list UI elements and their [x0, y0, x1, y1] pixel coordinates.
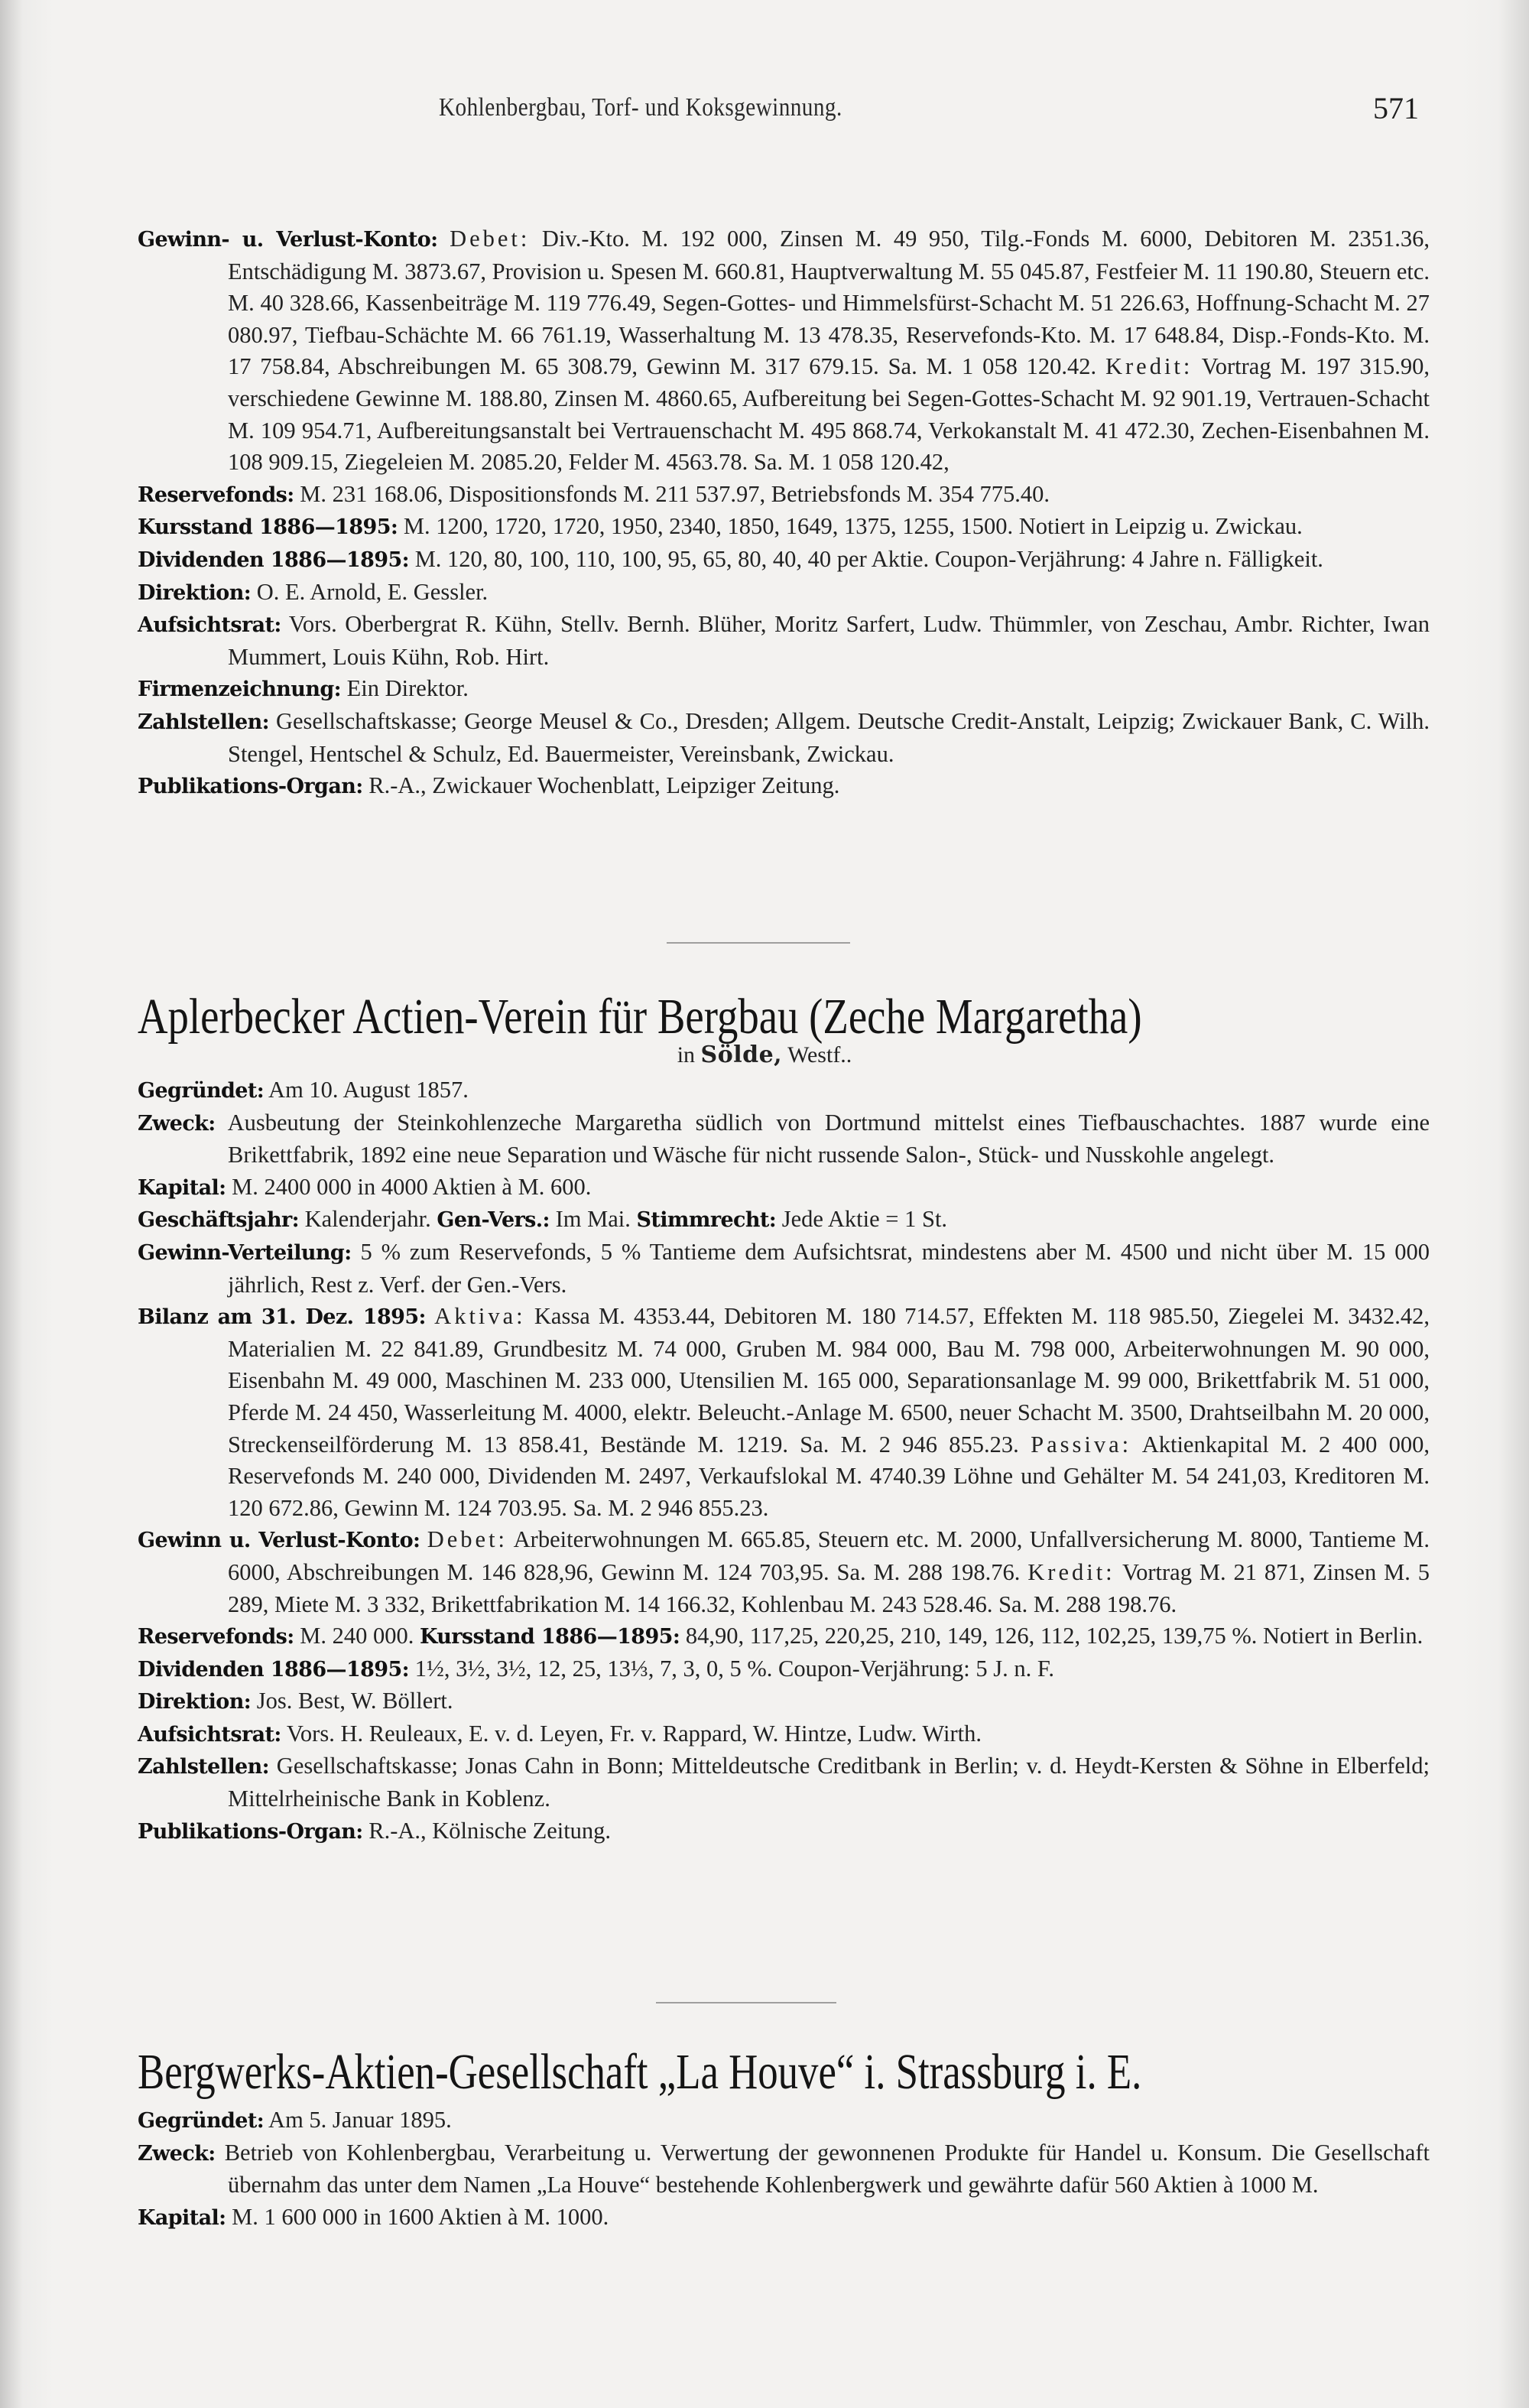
- entry-text: M. 1200, 1720, 1720, 1950, 2340, 1850, 1649, 1375, 1255, 1500. Notiert in Leipzig u. Zwickau.: [398, 513, 1303, 540]
- section-la-houve: [138, 2104, 1430, 2234]
- location-suffix: Westf..: [782, 1042, 852, 1068]
- location-prefix: in: [677, 1042, 701, 1068]
- entry-text: Arbeiterwohnungen M. 665.85, Steuern etc. M. 2000, Unfallversicherung M. 8000, Tantieme M. 6000, Abschreibungen M. 146 828,96, Gewinn M. 124 703,95. Sa. M. 288 198.76.: [228, 1526, 1430, 1585]
- entry-label: Geschäftsjahr:: [138, 1208, 299, 1233]
- entry-label: Gewinn- u. Verlust-Konto:: [138, 228, 438, 252]
- entry-label: Kursstand 1886—1895:: [138, 515, 398, 540]
- entry-dividenden: [138, 544, 1430, 577]
- kredit-label: Kredit:: [1027, 1558, 1115, 1585]
- entry-zweck: [138, 2137, 1430, 2202]
- entry-text: Div.-Kto. M. 192 000, Zinsen M. 49 950, Tilg.-Fonds M. 6000, Debitoren M. 2351.36, Entschädigung M. 3873.67, Provision u. Spesen M. 660.81, Hauptverwaltung M. 55 045.87, Festfeier M. 11 190.80, Steuern etc. M. 40 328.66, Kassenbeiträge M. 119 776.49, Segen-Gottes- und Himmelsfürst-Schacht M. 51 226.63, Hoffnung-Schacht M. 27 080.97, Tiefbau-Schächte M. 66 761.19, Wasserhaltung M. 13 478.35, Reservefonds-Kto. M. 17 648.84, Disp.-Fonds-Kto. M. 17 758.84, Abschreibungen M. 65 308.79, Gewinn M. 317 679.15. Sa. M. 1 058 120.42.: [228, 226, 1430, 380]
- entry-label: Reservefonds:: [138, 1625, 294, 1649]
- entry-label: Aufsichtsrat:: [138, 613, 281, 638]
- debet-label: Debet:: [450, 226, 531, 252]
- entry-label: Publikations-Organ:: [138, 1819, 363, 1844]
- section-divider: [656, 2002, 836, 2003]
- debet-label: Debet:: [427, 1526, 508, 1553]
- entry-label: Aufsichtsrat:: [138, 1722, 281, 1747]
- entry-text: Aktienkapital M. 2 400 000, Reservefonds M. 240 000, Dividenden M. 2497, Verkaufslokal M. 4740.39 Löhne und Gehälter M. 54 241,03, Kreditoren M. 120 672.86, Gewinn M. 124 703.95. Sa. M. 2 946 855.23.: [228, 1431, 1430, 1521]
- entry-text: M. 240 000.: [294, 1623, 420, 1649]
- company-title-aplerbecker: Aplerbecker Actien-Verein für Bergbau (Zeche Margaretha): [138, 989, 1142, 1045]
- entry-label: Zweck:: [138, 1111, 216, 1136]
- entry-text: 5 % zum Reservefonds, 5 % Tantieme dem Aufsichtsrat, mindestens aber M. 4500 und nicht über M. 15 000 jährlich, Rest z. Verf. der Gen.-Vers.: [228, 1238, 1430, 1298]
- entry-zahlstellen: [138, 706, 1430, 770]
- entry-zweck: [138, 1107, 1430, 1172]
- entry-dividenden: [138, 1653, 1430, 1686]
- company-location: [0, 1042, 1529, 1068]
- entry-text: 1½, 3½, 3½, 12, 25, 13⅓, 7, 3, 0, 5 %. Coupon-Verjährung: 5 J. n. F.: [409, 1655, 1054, 1682]
- section-divider: [667, 942, 850, 944]
- entry-reservefonds-kursstand: [138, 1620, 1430, 1653]
- entry-text: Vors. H. Reuleaux, E. v. d. Leyen, Fr. v. Rappard, W. Hintze, Ludw. Wirth.: [281, 1720, 982, 1747]
- passiva-label: Passiva:: [1031, 1431, 1132, 1457]
- entry-label: Dividenden 1886—1895:: [138, 548, 410, 572]
- entry-gewinn-verlust-konto: [138, 1524, 1430, 1620]
- entry-publikations-organ: [138, 770, 1430, 803]
- entry-text: O. E. Arnold, E. Gessler.: [251, 578, 489, 605]
- entry-zahlstellen: [138, 1750, 1430, 1815]
- entry-label: Kapital:: [138, 1175, 226, 1200]
- entry-text: Am 5. Januar 1895.: [264, 2107, 452, 2133]
- entry-label: Bilanz am 31. Dez. 1895:: [138, 1305, 426, 1330]
- running-head-title: Kohlenbergbau, Torf- und Koksgewinnung.: [439, 93, 842, 122]
- page-number: 571: [1373, 91, 1419, 125]
- running-head: [0, 93, 1529, 132]
- entry-kapital: [138, 2202, 1430, 2234]
- entry-aufsichtsrat: [138, 609, 1430, 673]
- entry-label: Reservefonds:: [138, 483, 294, 507]
- entry-label: Stimmrecht:: [636, 1208, 777, 1233]
- entry-label: Gewinn-Verteilung:: [138, 1240, 352, 1265]
- entry-gegruendet: [138, 2104, 1430, 2137]
- entry-gegruendet: [138, 1074, 1430, 1107]
- entry-text: R.-A., Kölnische Zeitung.: [362, 1817, 612, 1844]
- entry-text: M. 2400 000 in 4000 Aktien à M. 600.: [226, 1173, 592, 1200]
- kredit-label: Kredit:: [1105, 353, 1193, 380]
- entry-label: Kapital:: [138, 2205, 226, 2230]
- entry-text: Kalenderjahr.: [298, 1206, 437, 1233]
- entry-label: Gegründet:: [138, 2109, 265, 2133]
- entry-text: 84,90, 117,25, 220,25, 210, 149, 126, 112, 102,25, 139,75 %. Notiert in Berlin.: [680, 1623, 1423, 1649]
- entry-text: R.-A., Zwickauer Wochenblatt, Leipziger Zeitung.: [362, 772, 840, 799]
- entry-publikations-organ: [138, 1815, 1430, 1848]
- entry-text: Gesellschaftskasse; George Meusel & Co., Dresden; Allgem. Deutsche Credit-Anstalt, Leipzig; Zwickauer Bank, C. Wilh. Stengel, Hentschel & Schulz, Ed. Bauermeister, Vereinsbank, Zwickau.: [228, 707, 1430, 767]
- entry-label: Zweck:: [138, 2141, 216, 2166]
- entry-text: Ausbeutung der Steinkohlenzeche Margaretha südlich von Dortmund mittelst eines Tiefbauschachtes. 1887 wurde eine Brikettfabrik, 1892 eine neue Separation und Wäsche für nicht russende Salon-, Stück- und Nusskohle angelegt.: [215, 1109, 1430, 1168]
- entry-text: Vors. Oberbergrat R. Kühn, Stellv. Bernh. Blüher, Moritz Sarfert, Ludw. Thümmler, von Zeschau, Ambr. Richter, Iwan Mummert, Louis Kühn, Rob. Hirt.: [228, 611, 1430, 670]
- entry-gewinn-verteilung: [138, 1236, 1430, 1301]
- entry-direktion: [138, 1685, 1430, 1718]
- entry-text: Vortrag M. 21 871, Zinsen M. 5 289, Miete M. 3 332, Brikettfabrikation M. 14 166.32, Kohlenbau M. 243 528.46. Sa. M. 288 198.76.: [228, 1558, 1430, 1617]
- entry-label: Gewinn u. Verlust-Konto:: [138, 1529, 420, 1553]
- entry-label: Direktion:: [138, 580, 252, 605]
- section-continuation: [138, 223, 1430, 803]
- entry-label: Firmenzeichnung:: [138, 678, 342, 702]
- entry-label: Zahlstellen:: [138, 710, 270, 734]
- entry-text: M. 231 168.06, Dispositionsfonds M. 211 537.97, Betriebsfonds M. 354 775.40.: [294, 480, 1050, 507]
- entry-label: Direktion:: [138, 1690, 252, 1714]
- entry-text: Gesellschaftskasse; Jonas Cahn in Bonn; Mitteldeutsche Creditbank in Berlin; v. d. Heydt-Kersten & Söhne in Elberfeld; Mittelrheinische Bank in Koblenz.: [228, 1753, 1430, 1812]
- entry-text: Ein Direktor.: [341, 675, 469, 702]
- entry-text: Betrieb von Kohlenbergbau, Verarbeitung u. Verwertung der gewonnenen Produkte für Handel u. Konsum. Die Gesellschaft übernahm das unter dem Namen „La Houve“ bestehende Kohlenbergwerk und gewährte dafür 560 Aktien à 1000 M.: [215, 2139, 1430, 2198]
- entry-bilanz: [138, 1301, 1430, 1524]
- aktiva-label: Aktiva:: [434, 1303, 526, 1330]
- entry-kursstand: [138, 511, 1430, 544]
- entry-direktion: [138, 577, 1430, 609]
- entry-label: Gegründet:: [138, 1079, 265, 1103]
- entry-geschaeftsjahr: [138, 1204, 1430, 1236]
- entry-kapital: [138, 1172, 1430, 1204]
- location-city: Sölde,: [700, 1042, 783, 1068]
- section-aplerbecker: [138, 1074, 1430, 1847]
- entry-reservefonds: [138, 479, 1430, 512]
- entry-text: Jos. Best, W. Böllert.: [251, 1688, 453, 1714]
- entry-text: Kassa M. 4353.44, Debitoren M. 180 714.57, Effekten M. 118 985.50, Ziegelei M. 3432.42, Materialien M. 22 841.89, Grundbesitz M. 74 000, Gruben M. 984 000, Bau M. 798 000, Arbeiterwohnungen M. 90 000, Eisenbahn M. 49 000, Maschinen M. 233 000, Utensilien M. 165 000, Separationsanlage M. 99 000, Brikettfabrik M. 51 000, Pferde M. 24 450, Wasserleitung M. 4000, elektr. Beleucht.-Anlage M. 6500, neuer Schacht M. 3500, Drahtseilbahn M. 20 000, Streckenseilförderung M. 13 858.41, Bestände M. 1219. Sa. M. 2 946 855.23.: [228, 1303, 1430, 1457]
- entry-label: Dividenden 1886—1895:: [138, 1657, 410, 1682]
- entry-label: Zahlstellen:: [138, 1755, 270, 1779]
- entry-firmenzeichnung: [138, 673, 1430, 706]
- entry-label: Gen-Vers.:: [437, 1208, 550, 1233]
- entry-label: Kursstand 1886—1895:: [419, 1625, 680, 1649]
- entry-label: Publikations-Organ:: [138, 775, 363, 799]
- entry-text: Am 10. August 1857.: [264, 1077, 469, 1103]
- entry-gewinn-verlust-konto: [138, 223, 1430, 479]
- entry-aufsichtsrat: [138, 1718, 1430, 1751]
- entry-text: M. 1 600 000 in 1600 Aktien à M. 1000.: [226, 2203, 609, 2230]
- entry-text: Jede Aktie = 1 St.: [776, 1206, 948, 1233]
- entry-text: Im Mai.: [549, 1206, 637, 1233]
- entry-text: Vortrag M. 197 315.90, verschiedene Gewinne M. 188.80, Zinsen M. 4860.65, Aufbereitung bei Segen-Gottes-Schacht M. 92 901.19, Vertrauen-Schacht M. 109 954.71, Aufbereitungsanstalt bei Vertrauenschacht M. 495 868.74, Verkokanstalt M. 41 472.30, Zechen-Eisenbahnen M. 108 909.15, Ziegeleien M. 2085.20, Felder M. 4563.78. Sa. M. 1 058 120.42,: [228, 353, 1430, 476]
- entry-text: M. 120, 80, 100, 110, 100, 95, 65, 80, 40, 40 per Aktie. Coupon-Verjährung: 4 Jahre n. Fälligkeit.: [409, 545, 1323, 572]
- company-title-la-houve: Bergwerks-Aktien-Gesellschaft „La Houve“ i. Strassburg i. E.: [138, 2044, 1142, 2100]
